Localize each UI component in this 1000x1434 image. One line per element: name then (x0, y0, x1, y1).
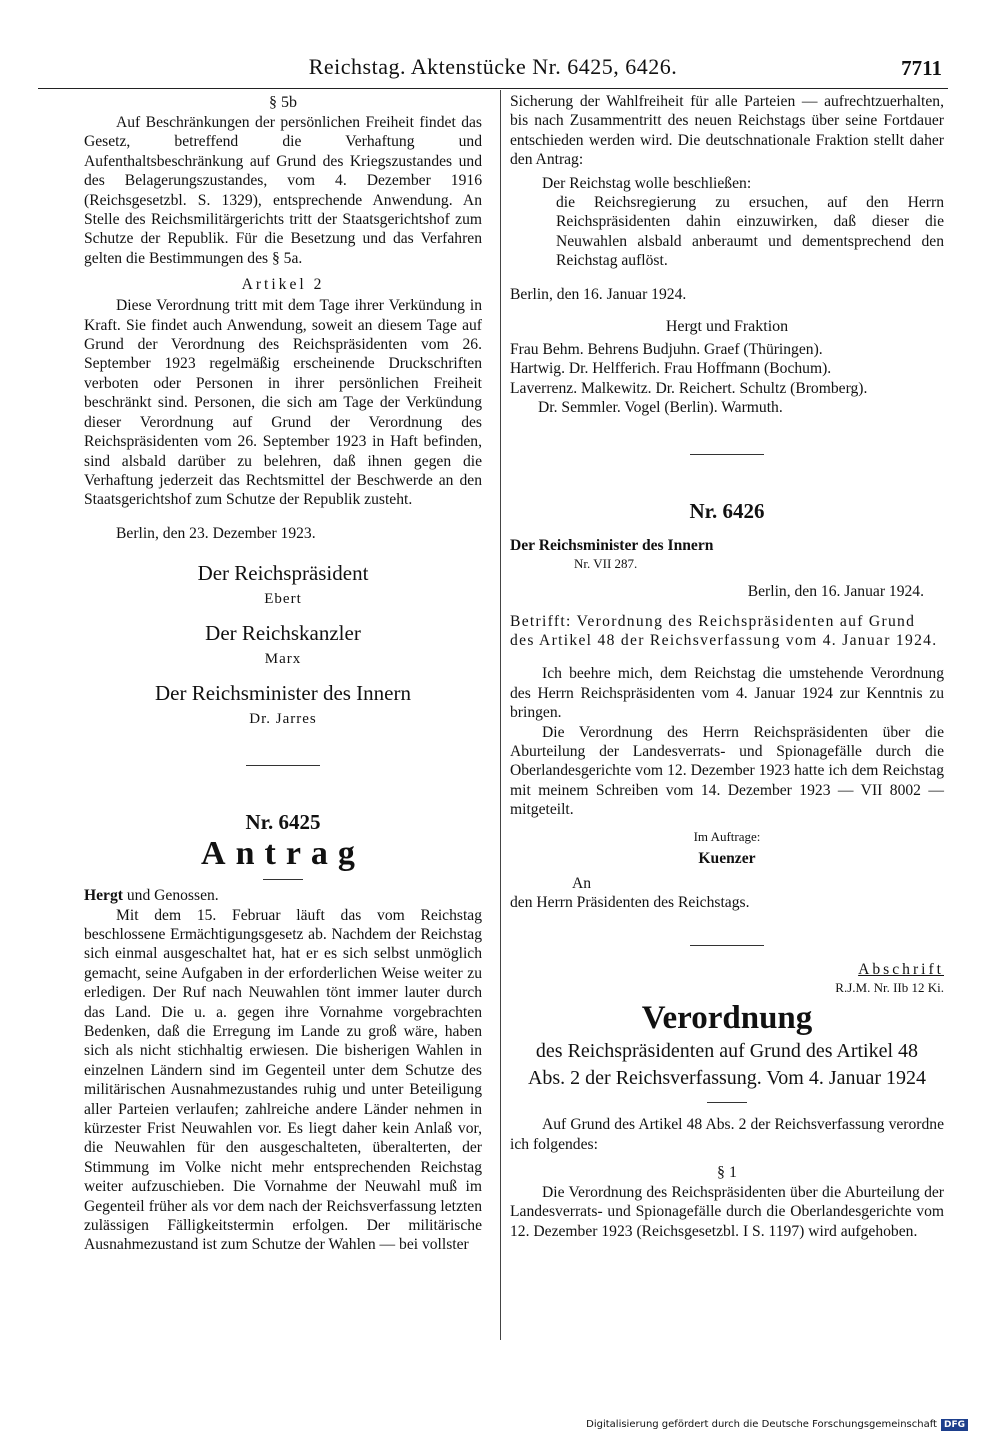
names-line: Laverrenz. Malkewitz. Dr. Reichert. Schultz (Bromberg). (510, 379, 868, 397)
signatory-2-title: Der Reichskanzler (205, 621, 361, 646)
signer-name: Kuenzer (698, 849, 756, 867)
right-column (510, 92, 944, 1241)
section-5b-heading: § 5b (269, 94, 297, 111)
signatory-names (510, 340, 944, 418)
signatory-3-name: Dr. Jarres (249, 711, 317, 728)
abschrift-label: Abschrift (858, 960, 944, 978)
signatory-2-name: Marx (264, 651, 302, 668)
document-number-6425: Nr. 6425 (245, 810, 321, 835)
signatory-1-name: Ebert (264, 591, 302, 608)
submitter-line (84, 886, 482, 905)
names-line: Frau Behm. Behrens Budjuhn. Graef (Thüringen). (510, 341, 823, 359)
fraktion-heading: Hergt und Fraktion (665, 318, 789, 336)
motion-text: die Reichsregierung zu ersuchen, auf den Herrn Reichspräsidenten dahin einzuwirken, daß dieser die Neuwahlen alsbald anberaumt und dementsprechend den Reichstag auflöst. (556, 194, 944, 270)
article-2-heading: Artikel 2 (241, 276, 325, 294)
letter-paragraph-1: Ich beehre mich, dem Reichstag die umstehende Verordnung des Herrn Reichspräsidenten vom 4. Januar 1924 zur Kenntnis zu bringen. (510, 665, 944, 722)
addressee: den Herrn Präsidenten des Reichstags. (510, 894, 750, 912)
page-number: 7711 (901, 56, 942, 80)
letter-date: Berlin, den 16. Januar 1924. (747, 583, 924, 601)
submitter-name: Hergt (84, 887, 123, 905)
submitter-rest: und Genossen. (122, 887, 219, 905)
footer-text: Digitalisierung gefördert durch die Deutsche Forschungsgemeinschaft (586, 1419, 937, 1430)
verordnung-rule (707, 1102, 747, 1103)
section-5b-body: Auf Beschränkungen der persönlichen Freiheit findet das Gesetz, betreffend die Verhaftung und Aufenthaltsbeschränkung auf Grund des Kriegszustandes und des Belagerungszustandes, vom 4. Dezember 1916 (Reichsgesetzbl. S. 1329), entsprechende Anwendung. An Stelle des Reichsmilitärgerichts tritt der Staatsgerichtshof zum Schutze der Republik. Für die Besetzung und das Verfahren gelten die Bestimmungen des § 5a. (84, 114, 482, 267)
verordnung-title: Verordnung (641, 1000, 813, 1037)
antrag-continuation: Sicherung der Wahlfreiheit für alle Parteien — aufrechtzuerhalten, bis nach Zusammentritt des neuen Reichstags über seine Fortdauer entschieden werden wird. Die deutschnationale Fraktion stellt daher den Antrag: (510, 93, 944, 169)
antrag-heading: Antrag (201, 835, 365, 873)
left-column (84, 92, 482, 1255)
article-2-body: Diese Verordnung tritt mit dem Tage ihrer Verkündung in Kraft. Sie findet auch Anwendung, soweit an diesem Tage auf Grund der Verordnung des Reichspräsidenten vom 26. September 1923 regelmäßig erscheinende Druckschriften verboten oder Personen in ihrer persönlichen Freiheit beschränkt sind. Personen, die sich am Tage der Verkündung dieser Verordnung auf Grund der Verordnung des Reichspräsidenten vom 26. September 1923 in Haft befinden, sind alsbald darüber zu belehren, daß ihnen gegen die Verhaftung jederzeit das Rechtsmittel der Beschwerde an den Staatsgerichtshof zum Schutze der Republik zusteht. (84, 297, 482, 509)
betrifft-line: Betrifft: Verordnung des Reichspräsidenten auf Grund des Artikel 48 der Reichsverfassung vom 4. Januar 1924. (510, 612, 938, 649)
right-date: Berlin, den 16. Januar 1924. (510, 285, 687, 303)
verordnung-subtitle-1: des Reichspräsidenten auf Grund des Artikel 48 (535, 1040, 919, 1063)
footer (586, 1418, 968, 1432)
names-line: Dr. Semmler. Vogel (Berlin). Warmuth. (538, 399, 783, 417)
verordnung-subtitle-2: Abs. 2 der Reichsverfassung. Vom 4. Januar 1924 (527, 1067, 927, 1090)
reference-number: Nr. VII 287. (574, 556, 638, 572)
column-divider (500, 90, 501, 1340)
running-title: Reichstag. Aktenstücke Nr. 6425, 6426. (308, 54, 678, 79)
im-auftrage: Im Auftrage: (693, 828, 761, 844)
abschrift-reference: R.J.M. Nr. IIb 12 Ki. (835, 980, 944, 996)
document-number-6426: Nr. 6426 (689, 498, 765, 523)
names-line: Hartwig. Dr. Helfferich. Frau Hoffmann (Bochum). (510, 360, 832, 378)
address-an: An (572, 874, 592, 892)
motion-intro: Der Reichstag wolle beschließen: (542, 174, 752, 192)
section-1-heading: § 1 (717, 1164, 737, 1181)
letter-paragraph-2: Die Verordnung des Herrn Reichspräsidenten über die Aburteilung der Landesverrats- und Spionagefälle durch die Oberlandesgerichte vom 12. Dezember 1923 hatte ich dem Reichstag mit meinem Schreiben vom 14. Dezember 1923 — VII 8002 — mitgeteilt. (510, 723, 944, 819)
antrag-rule (263, 879, 303, 880)
section-1-body: Die Verordnung des Reichspräsidenten über die Aburteilung der Landesverrats- und Spionagefälle durch die Oberlandesgerichte vom 12. Dezember 1923 (Reichsgesetzbl. I S. 1197) wird aufgehoben. (510, 1184, 944, 1240)
signatory-3-title: Der Reichsminister des Innern (154, 681, 411, 706)
preamble: Auf Grund des Artikel 48 Abs. 2 der Reichsverfassung verordne ich folgendes: (510, 1116, 944, 1153)
sender: Der Reichsminister des Innern (510, 536, 714, 554)
signatory-1-title: Der Reichspräsident (197, 561, 369, 586)
page-header (38, 54, 948, 89)
left-date: Berlin, den 23. Dezember 1923. (116, 524, 316, 542)
antrag-body: Mit dem 15. Februar läuft das vom Reichstag beschlossene Ermächtigungsgesetz ab. Nachdem der Reichstag sich einmal ausgeschaltet hat, hat er es sich selbst unmöglich gemacht, seine Aufgaben in der erforderlichen Weise weiter zu erledigen. Der Ruf nach Neuwahlen tönt immer lauter durch das Land. Die u. a. gegen ihre Vornahme vorgebrachten Bedenken, daß die Erregung im Lande zu groß wäre, haben sich als nicht stichhaltig erwiesen. Die bisherigen Wahlen in einzelnen Ländern sind im Gegenteil unter dem Schutze des militärischen Ausnahmezustandes ruhig und unter Beteiligung aller Parteien verlaufen; zahlreiche andere Länder nehmen in kürzester Frist Neuwahlen vor. Es liegt daher kein Anlaß vor, die Neuwahlen für den ausgeschalteten, überalterten, der Stimmung im Volke nicht mehr entsprechenden Reichstag weiter aufzuschieben. Die Vornahme der Neuwahl muß im Gegenteil früher als vor dem nach der Reichsverfassung letzten zulässigen Fälligkeitstermin erfolgen. Der militärische Ausnahmezustand ist zum Schutze der Wahlen — bei vollster (84, 906, 482, 1254)
dfg-logo-icon: DFG (941, 1419, 968, 1431)
